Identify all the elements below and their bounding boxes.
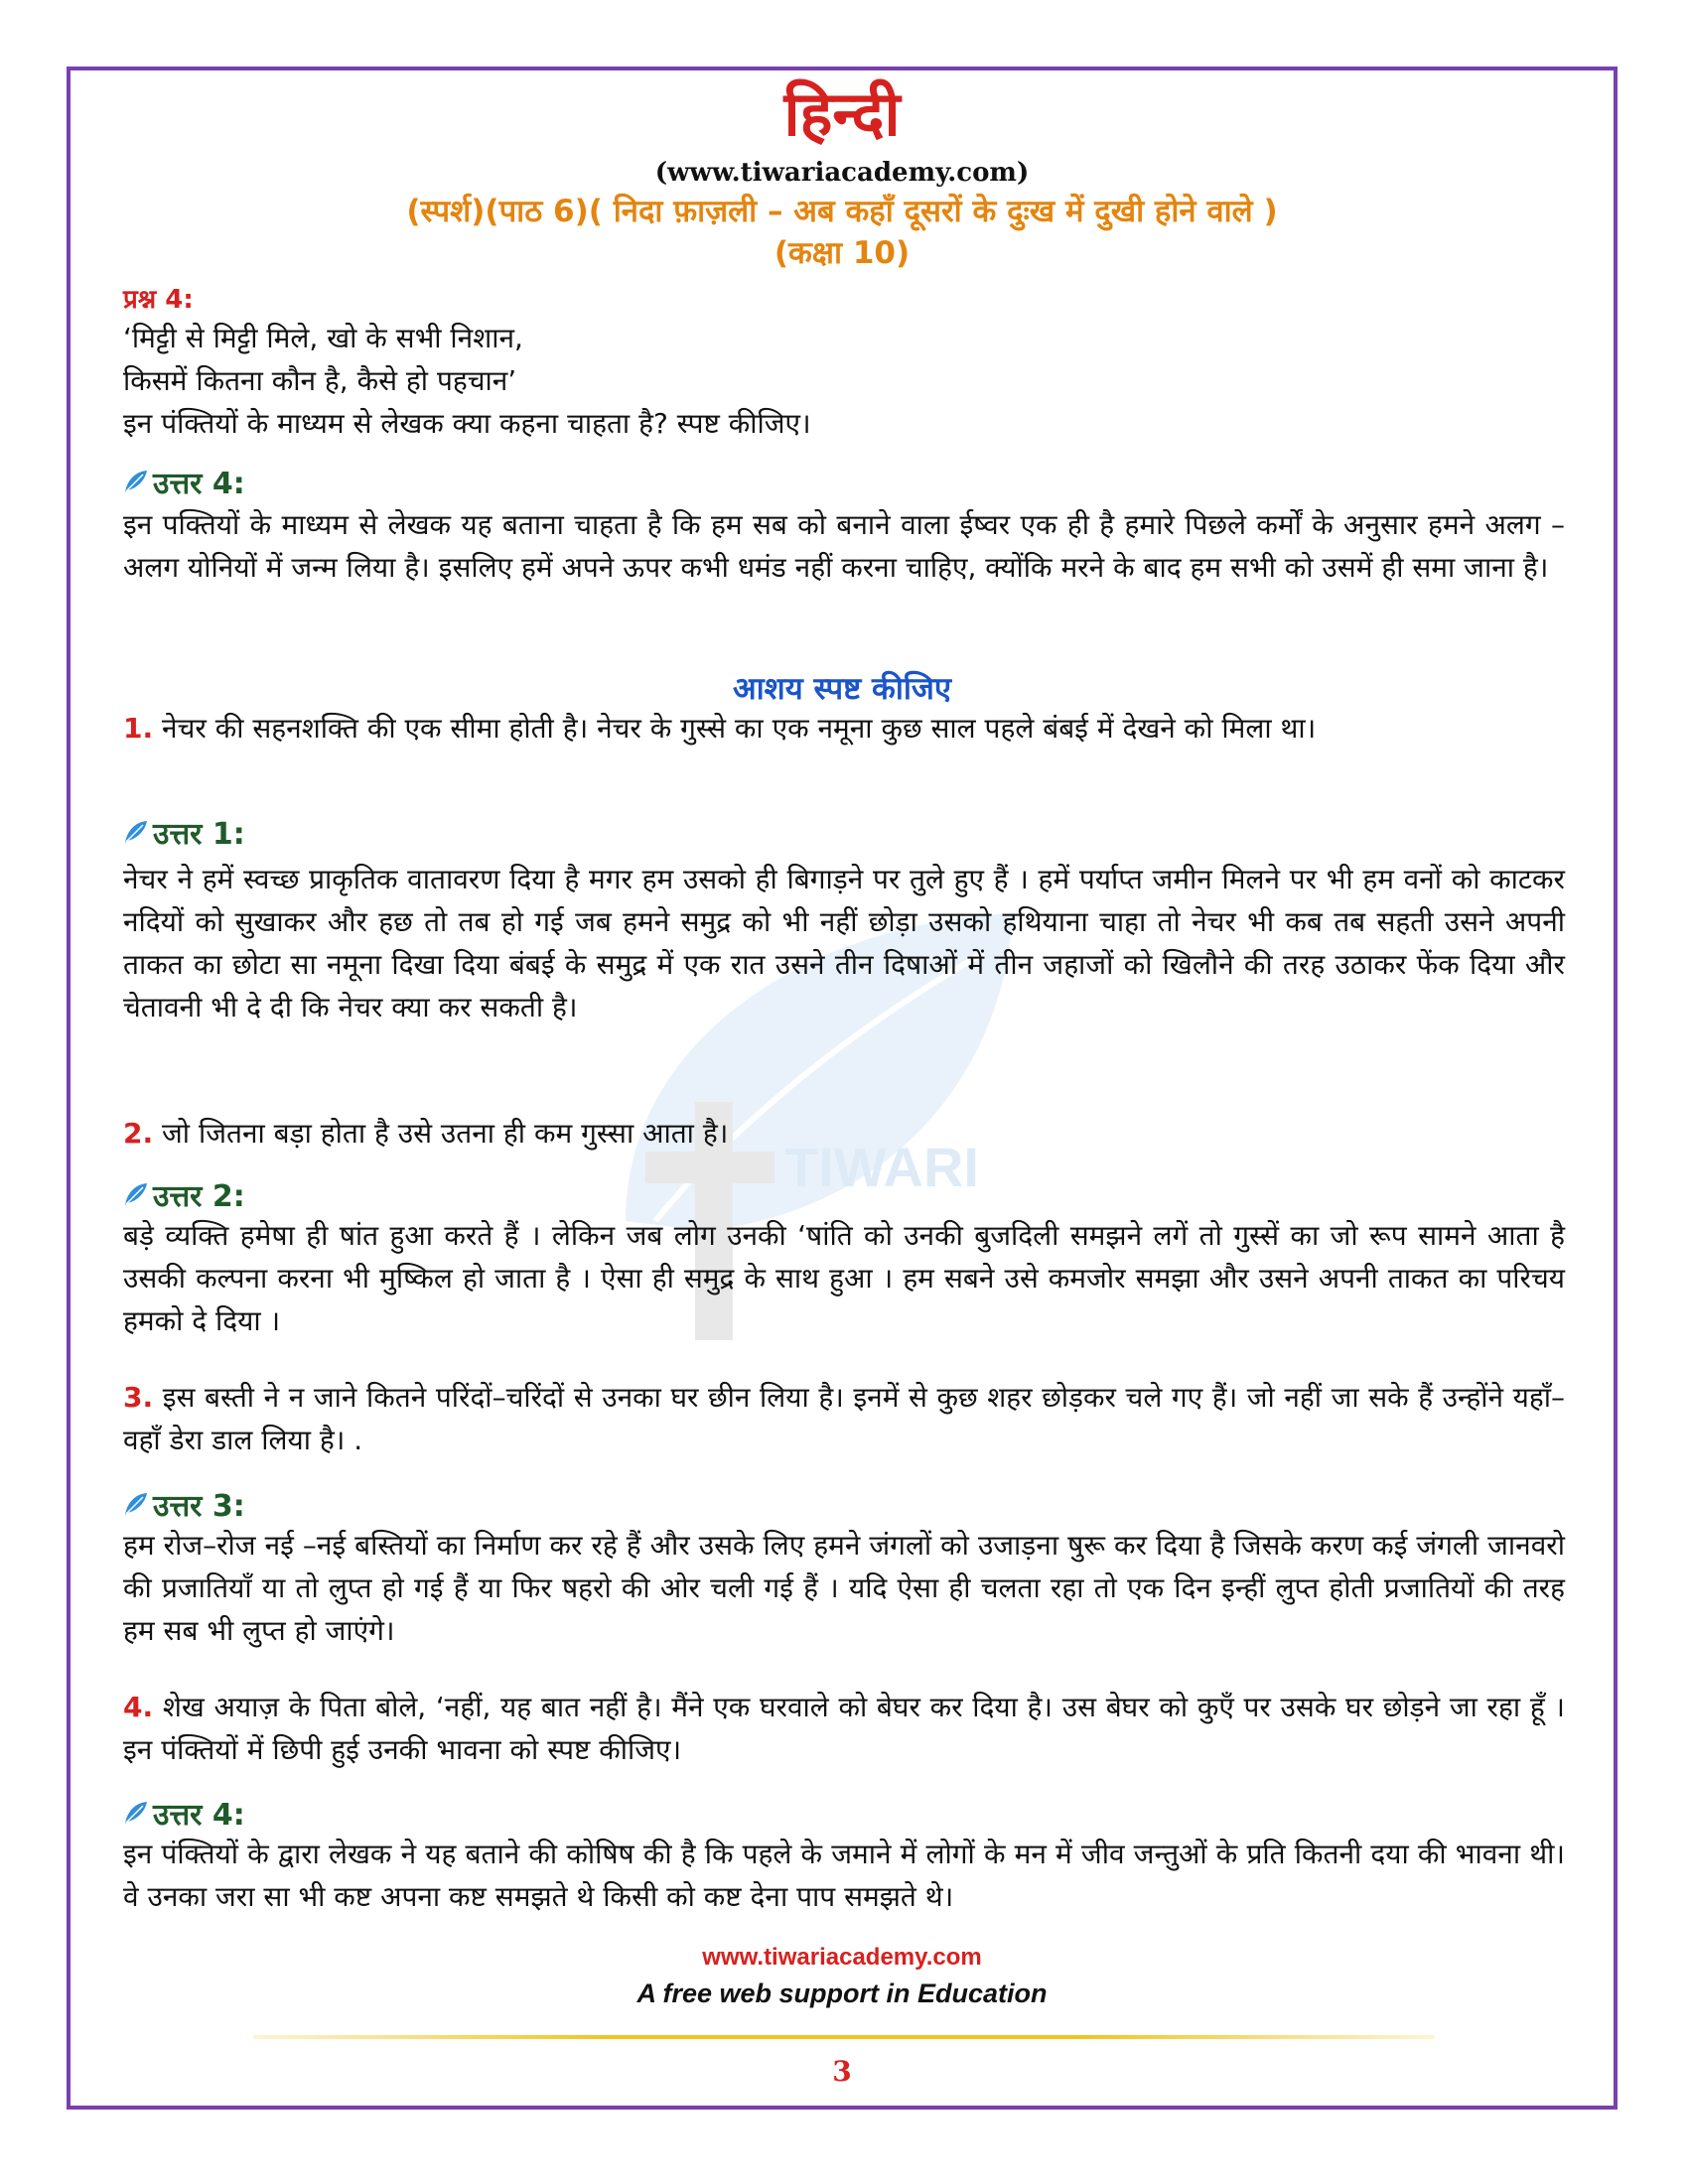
class-heading: (कक्षा 10) [774,235,911,271]
quill-icon [123,1491,149,1517]
question-4 [123,283,1563,445]
answer-text: नेचर ने हमें स्वच्छ प्राकृतिक वातावरण दिया है मगर हम उसको ही बिगाड़ने पर तुले हुए हैं । हमें पर्याप्त जमीन मिलने पर भी हम वनों को काटकर नदियों को सुखाकर और हछ तो तब हो गई जब हमने समुद्र को भी नहीं छोड़ा उसको हथियाना चाहा तो नेचर भी कब तब सहती उसने अपनी ताकत का छोटा सा नमूना दिखा दिया बंबई के समुद्र में एक रात उसने तीन दिषाओं में तीन जहाजों को खिलौने की तरह उठाकर फेंक दिया और चेतावनी भी दे दी कि नेचर क्या कर सकती है। [123,863,1565,1024]
item-question-text: शेख अयाज़ के पिता बोले, ‘नहीं, यह बात नहीं है। मैंने एक घरवाले को बेघर कर दिया है। उस बेघर को कुएँ पर उसके घर छोड़ने जा रहा हूँ । इन पंक्तियों में छिपी हुई उनकी भावना को स्पष्ट कीजिए। [123,1691,1565,1766]
item-question [123,1376,1565,1461]
question-line: किसमें कितना कौन है, कैसे हो पहचान’ [123,364,517,397]
answer-heading [123,1793,245,1833]
answer-heading [123,812,245,852]
quill-icon [123,469,149,494]
question-label: प्रश्न 4: [123,285,194,315]
item-number: 2. [123,1117,154,1150]
quill-icon [123,819,149,845]
answer-label: उत्तर 4: [153,1797,245,1833]
quill-icon [123,1800,149,1826]
section-title: आशय स्पष्ट कीजिए [732,671,952,707]
answer-text: बड़े व्यक्ति हमेषा ही षांत हुआ करते हैं । लेकिन जब लोग उनकी ‘षांति को उनकी बुजदिली समझने लगें तो गुस्सें का जो रूप सामने आता है उसकी कल्पना करना भी मुष्किल हो जाता है । ऐसा ही समुद्र के साथ हुआ । हम सबने उसे कमजोर समझा और उसने अपनी ताकत का परिचय हमको दे दिया । [123,1219,1565,1337]
quill-icon [123,1181,149,1207]
item-question [123,1112,1565,1155]
item-question-text: इस बस्ती ने न जाने कितने परिंदों–चरिंदों से उनका घर छीन लिया है। इनमें से कुछ शहर छोड़कर चले गए हैं। जो नहीं जा सके हैं उन्होंने यहाँ–वहाँ डेरा डाल लिया है। . [123,1381,1565,1456]
item-question [123,707,1565,750]
item-number: 3. [123,1381,154,1414]
item-number: 4. [123,1691,154,1723]
answer-heading [123,1174,245,1214]
answer-label: उत्तर 1: [153,816,245,852]
answer-heading [123,1484,245,1524]
item-question [123,1686,1565,1771]
question-line: इन पंक्तियों के माध्यम से लेखक क्या कहना चाहता है? स्पष्ट कीजिए। [123,407,811,440]
answer-heading [123,462,245,501]
footer-tagline: A free web support in Education [636,1979,1048,2008]
page-number: 3 [832,2055,852,2088]
svg-text:TIWARI: TIWARI [784,1136,979,1198]
item-question-text: जो जितना बड़ा होता है उसे उतना ही कम गुस्सा आता है। [153,1117,729,1150]
question-line: ‘मिट्टी से मिट्टी मिले, खो के सभी निशान, [123,322,523,354]
footer-divider [253,2035,1435,2039]
answer-label: उत्तर 3: [153,1488,245,1524]
answer-label: उत्तर 2: [153,1178,245,1214]
chapter-heading: (स्पर्श)(पाठ 6)( निदा फ़ाज़ली – अब कहाँ दूसरों के दुःख में दुखी होने वाले ) [406,194,1278,229]
header-url: (www.tiwariacademy.com) [654,158,1030,188]
item-question-text: नेचर की सहनशक्ति की एक सीमा होती है। नेचर के गुस्से का एक नमूना कुछ साल पहले बंबई में देखने को मिला था। [153,712,1317,745]
answer-text: इन पंक्तियों के द्वारा लेखक ने यह बताने की कोषिष की है कि पहले के जमाने में लोगों के मन में जीव जन्तुओं के प्रति कितनी दया की भावना थी। वे उनका जरा सा भी कष्ट अपना कष्ट समझते थे किसी को कष्ट देना पाप समझते थे। [123,1838,1565,1913]
answer-text: इन पक्तियों के माध्यम से लेखक यह बताना चाहता है कि हम सब को बनाने वाला ईष्वर एक ही है हमारे पिछले कर्मों के अनुसार हमने अलग –अलग योनियों में जन्म लिया है। इसलिए हमें अपने ऊपर कभी धमंड नहीं करना चाहिए, क्योंकि मरने के बाद हम सभी को उसमें ही समा जाना है। [123,508,1565,584]
footer-url[interactable]: www.tiwariacademy.com [702,1944,982,1971]
answer-label: उत्तर 4: [153,466,245,501]
item-number: 1. [123,712,154,745]
answer-text: हम रोज–रोज नई –नई बस्तियों का निर्माण कर रहे हैं और उसके लिए हमने जंगलों को उजाड़ना षुरू कर दिया है जिसके करण कई जंगली जानवरो की प्रजातियाँ या तो लुप्त हो गई हैं या फिर षहरो की ओर चली गई हैं । यदि ऐसा ही चलता रहा तो एक दिन इन्हीं लुप्त होती प्रजातियों की तरह हम सब भी लुप्त हो जाएंगे। [123,1529,1565,1647]
page-title: हिन्दी [783,77,901,150]
